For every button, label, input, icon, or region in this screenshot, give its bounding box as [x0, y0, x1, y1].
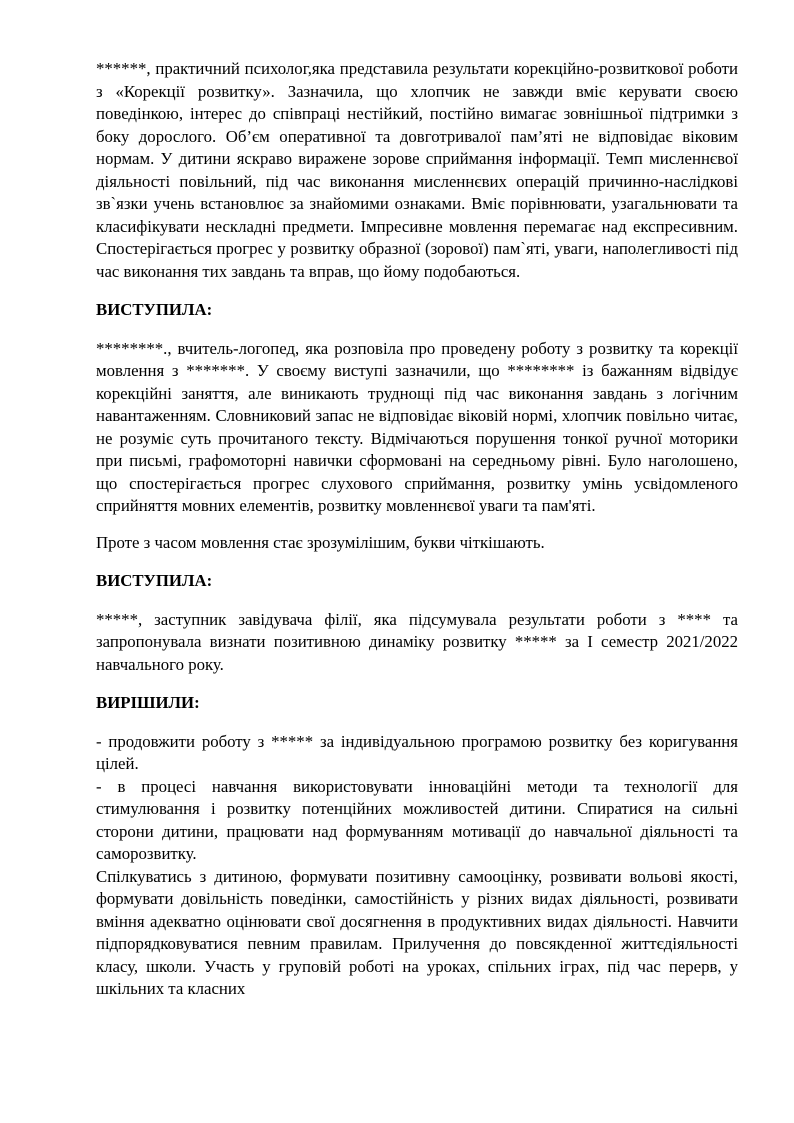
speech-therapist-report-paragraph: ********., вчитель-логопед, яка розповіла про проведену роботу з розвитку та корекції мовлення з *******. У своєму виступі зазначили, що ******** із бажанням відвідує корекційні заняття, але виникають труднощі під час виконання завдань з логічним навантаженням. Словниковий запас не відповідає віковій нормі, хлопчик повільно читає, не розуміє суть прочитаного тексту. Відмічаються порушення тонкої ручної моторики при письмі, графомоторні навички сформовані на середньому рівні. Було наголошено, що спостерігається прогрес слухового сприймання, розвитку умінь усвідомленого сприйняття мовних елементів, розвитку мовленнєвої уваги та пам'яті.: [96, 338, 738, 515]
deputy-summary-paragraph: *****, заступник завідувача філії, яка підсумувала результати роботи з **** та запропонувала визнати позитивною динаміку розвитку ***** за І семестр 2021/2022 навчального року.: [96, 609, 738, 674]
speaker-heading-1: ВИСТУПИЛА:: [96, 300, 213, 319]
document-page: [96, 58, 738, 1001]
decision-heading: ВИРІШИЛИ:: [96, 693, 200, 712]
psychologist-report-paragraph: ******, практичний психолог,яка представила результати корекційно-розвиткової роботи з «Корекції розвитку». Зазначила, що хлопчик не завжди вміє керувати своєю поведінкою, інтерес до співпраці нестійкий, постійно вимагає зовнішньої підтримки з боку дорослого. Об’єм оперативної та довготривалої пам’яті не відповідає віковим нормам. У дитини яскраво виражене зорове сприймання інформації. Темп мисленнєвої діяльності повільний, під час виконання мисленнєвих операцій причинно-наслідкові зв`язки учень встановлює за знайомими ознаками. Вміє порівнювати, узагальнювати та класифікувати нескладні предмети. Імпресивне мовлення перемагає над експресивним. Спостерігається прогрес у розвитку образної (зорової) пам`яті, уваги, наполегливості під час виконання тих завдань та вправ, що йому подобаються.: [96, 59, 738, 281]
speech-progress-paragraph: Проте з часом мовлення стає зрозумілішим, букви чіткішають.: [96, 532, 545, 552]
speaker-heading-2: ВИСТУПИЛА:: [96, 571, 213, 590]
recommendations-paragraph: Спілкуватись з дитиною, формувати позитивну самооцінку, розвивати вольові якості, формувати довільність поведінки, самостійність у різних видах діяльності, розвивати вміння адекватно оцінювати свої досягнення в продуктивних видах діяльності. Навчити підпорядковуватися певним правилам. Прилучення до повсякденної життєдіяльності класу, школи. Участь у груповій роботі на уроках, спільних іграх, під час перерв, у шкільних та класних: [96, 866, 738, 998]
decision-item-2: - в процесі навчання використовувати інноваційні методи та технології для стимулювання і розвитку потенційних можливостей дитини. Спиратися на сильні сторони дитини, працювати над формуванням мотивації до навчальної діяльності та саморозвитку.: [96, 776, 738, 863]
decision-item-1: - продовжити роботу з ***** за індивідуальною програмою розвитку без коригування цілей.: [96, 731, 738, 773]
